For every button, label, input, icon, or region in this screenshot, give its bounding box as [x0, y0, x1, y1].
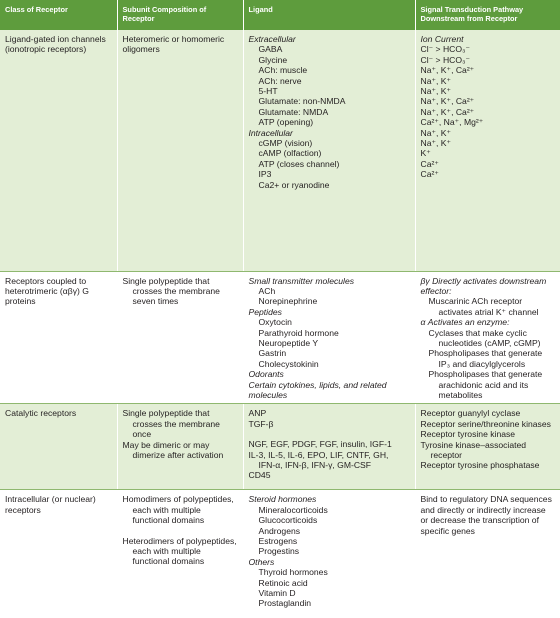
ligand-item: Oxytocin	[258, 317, 292, 328]
ligand-item: Thyroid hormones	[258, 567, 328, 578]
ligand-item: CD45	[248, 470, 271, 481]
ligand-cell	[243, 490, 415, 618]
col-header-signal: Signal Transduction Pathway Downstream from Receptor	[415, 0, 560, 30]
receptor-class-text: Catalytic receptors	[5, 408, 77, 419]
signal-cell	[415, 490, 560, 618]
col-header-subunit: Subunit Composition of Receptor	[117, 0, 243, 30]
signal-item: Receptor tyrosine kinase	[420, 429, 516, 440]
signal-cell	[415, 404, 560, 490]
signal-item: Na⁺, K⁺, Ca²⁺	[420, 106, 475, 117]
signal-item: Na⁺, K⁺	[420, 138, 452, 149]
ligand-item: Gastrin	[258, 348, 287, 359]
ligand-item: Androgens	[258, 525, 301, 536]
signal-heading: βγ Directly activates downstream effector:	[420, 275, 547, 296]
ligand-heading: Peptides	[248, 306, 282, 317]
ligand-item: Norepinephrine	[258, 296, 318, 307]
ligand-item: cGMP (vision)	[258, 138, 313, 149]
subunit-text: May be dimeric or may dimerize after activation	[122, 439, 224, 460]
subunit-cell	[117, 404, 243, 490]
ligand-heading: Extracellular	[248, 34, 296, 44]
table-row	[0, 490, 560, 618]
ligand-item: 5-HT	[258, 86, 278, 97]
ligand-item: NGF, EGF, PDGF, FGF, insulin, IGF-1	[248, 439, 392, 450]
ligand-item: ACh: muscle	[258, 65, 308, 76]
ligand-item: Cholecystokinin	[258, 358, 319, 369]
signal-item: Na⁺, K⁺, Ca²⁺	[420, 65, 475, 76]
receptor-class-cell	[0, 30, 117, 271]
ligand-item: Vitamin D	[258, 588, 296, 599]
ligand-heading: Odorants	[248, 369, 284, 380]
ligand-item: Prostaglandin	[258, 598, 312, 609]
signal-item: Cl⁻ > HCO₃⁻	[420, 54, 471, 65]
ligand-heading: Intracellular	[248, 127, 293, 138]
ligand-item: Retinoic acid	[258, 577, 308, 588]
ligand-item: Glucocorticoids	[258, 515, 318, 526]
signal-item: Na⁺, K⁺, Ca²⁺	[420, 96, 475, 107]
signal-cell	[415, 30, 560, 271]
col-header-class: Class of Receptor	[0, 0, 117, 30]
ligand-item: Neuropeptide Y	[258, 337, 319, 348]
ligand-item: Mineralocorticoids	[258, 504, 328, 515]
ligand-item: cAMP (olfaction)	[258, 148, 322, 159]
signal-item: Na⁺, K⁺	[420, 127, 452, 138]
signal-item: K⁺	[420, 148, 431, 159]
ligand-item: Glutamate: NMDA	[258, 106, 329, 117]
ligand-item: Glutamate: non-NMDA	[258, 96, 346, 107]
signal-item: Cl⁻ > HCO₃⁻	[420, 44, 471, 55]
signal-item: Receptor guanylyl cyclase	[420, 408, 521, 419]
ligand-item: ACh: nerve	[258, 75, 302, 86]
table-row	[0, 30, 560, 271]
signal-item: Na⁺, K⁺	[420, 86, 452, 97]
ligand-cell	[243, 30, 415, 271]
ligand-cell	[243, 404, 415, 490]
signal-item: Cyclases that make cyclic nucleotides (cAMP, cGMP)	[428, 327, 541, 348]
receptor-class-cell	[0, 404, 117, 490]
subunit-text: Single polypeptide that crosses the membrane once	[122, 408, 220, 440]
ligand-cell	[243, 271, 415, 404]
receptor-class-text: Receptors coupled to heterotrimeric (αβγ) G proteins	[5, 275, 89, 307]
signal-item: Ca²⁺, Na⁺, Mg²⁺	[420, 117, 484, 128]
signal-item: Ca²⁺	[420, 158, 439, 169]
receptor-class-cell	[0, 271, 117, 404]
spacer	[249, 429, 410, 439]
ligand-item: ATP (opening)	[258, 117, 314, 128]
table-row	[0, 271, 560, 404]
ligand-item: Ca2+ or ryanodine	[258, 179, 330, 190]
receptor-class-text: Intracellular (or nuclear) receptors	[5, 494, 96, 515]
col-header-ligand: Ligand	[243, 0, 415, 30]
receptor-class-text: Ligand-gated ion channels (ionotropic receptors)	[5, 34, 106, 55]
subunit-cell	[117, 30, 243, 271]
ligand-item: ATP (closes channel)	[258, 158, 340, 169]
signal-item: Receptor tyrosine phosphatase	[420, 460, 540, 471]
ligand-item: IL-3, IL-5, IL-6, EPO, LIF, CNTF, GH,	[248, 449, 389, 460]
header-row	[0, 0, 560, 30]
ligand-heading: Others	[248, 556, 275, 567]
ligand-item: ANP	[248, 408, 267, 419]
signal-cell	[415, 271, 560, 404]
signal-item: Phospholipases that generate IP₃ and diacylglycerols	[428, 348, 543, 369]
subunit-text: Homodimers of polypeptides, each with multiple functional domains	[122, 494, 234, 526]
signal-item: Phospholipases that generate arachidonic acid and its metabolites	[428, 369, 543, 400]
table-row	[0, 404, 560, 490]
subunit-text: Heteromeric or homomeric oligomers	[122, 34, 225, 55]
ligand-item: Glycine	[258, 54, 288, 65]
spacer	[123, 526, 238, 536]
signal-item: Ca²⁺	[420, 169, 439, 180]
ligand-heading: Steroid hormones	[248, 494, 317, 505]
signal-item: Muscarinic ACh receptor activates atrial K⁺ channel	[428, 296, 539, 317]
subunit-cell	[117, 271, 243, 404]
signal-item: Tyrosine kinase–associated receptor	[420, 439, 527, 460]
signal-heading: α Activates an enzyme:	[420, 317, 510, 328]
ligand-item: IP3	[258, 169, 272, 180]
signal-text: Bind to regulatory DNA sequences and directly or indirectly increase or decrease the transcription of specific genes	[420, 494, 552, 536]
signal-heading: Ion Current	[420, 34, 464, 44]
ligand-heading: Small transmitter molecules	[248, 275, 355, 286]
ligand-heading: Certain cytokines, lipids, and related molecules	[248, 379, 387, 400]
ligand-item: Estrogens	[258, 536, 298, 546]
ligand-item: ACh	[258, 285, 276, 296]
ligand-item: Progestins	[258, 546, 300, 557]
ligand-item: TGF-β	[248, 418, 274, 429]
signal-item: Receptor serine/threonine kinases	[420, 418, 551, 429]
ligand-item: Parathyroid hormone	[258, 327, 339, 338]
subunit-cell	[117, 490, 243, 618]
subunit-text: Single polypeptide that crosses the membrane seven times	[122, 275, 220, 307]
ligand-item: IFN-α, IFN-β, IFN-γ, GM-CSF	[258, 460, 372, 470]
ligand-item: GABA	[258, 44, 283, 55]
receptor-class-cell	[0, 490, 117, 618]
signal-item: Na⁺, K⁺	[420, 75, 452, 86]
subunit-text: Heterodimers of polypeptides, each with multiple functional domains	[122, 535, 237, 567]
